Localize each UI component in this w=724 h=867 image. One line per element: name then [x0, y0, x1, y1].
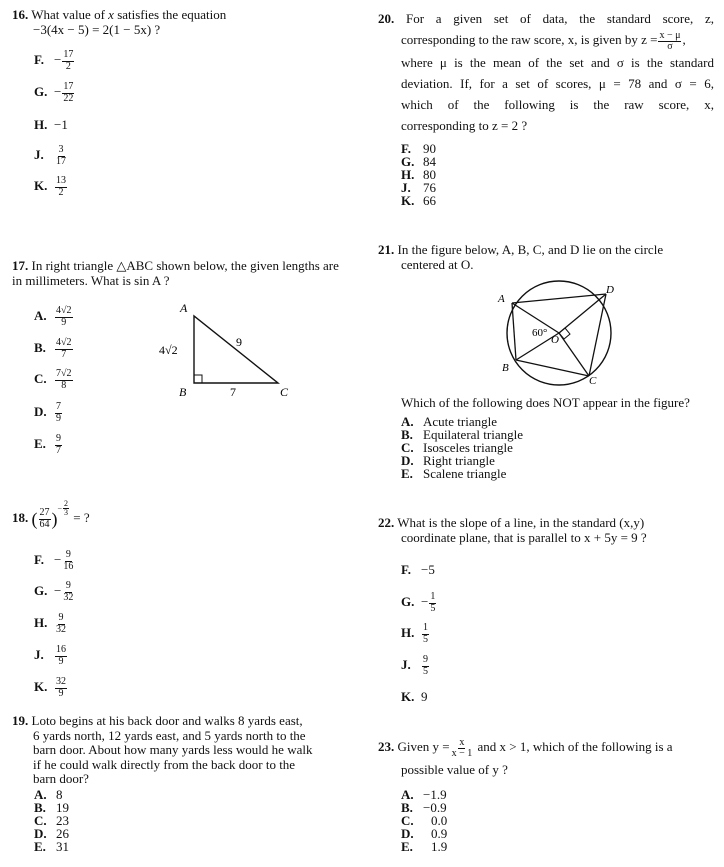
formula-numerator: x [459, 736, 465, 748]
question-number: 16. [12, 7, 29, 22]
option-label: J. [34, 646, 44, 662]
question-18 [12, 499, 90, 530]
question-number: 19. [12, 713, 29, 728]
formula-numerator: x − μ [659, 29, 681, 41]
option-denominator: 9 [61, 316, 67, 328]
right-angle-mark [559, 328, 570, 339]
option-denominator: 16 [63, 560, 74, 572]
option-denominator: 9 [58, 687, 64, 699]
point-d-label: D [606, 284, 614, 296]
option-denominator: 7 [61, 348, 67, 360]
q16-option-g[interactable] [34, 82, 75, 104]
option-label: J. [34, 146, 44, 162]
question-line: corresponding to z = 2 ? [401, 117, 528, 133]
point-c-label: C [589, 375, 597, 387]
question-line: where μ is the mean of the set and σ is the standard [401, 54, 714, 70]
q18-option-h[interactable] [34, 613, 68, 635]
question-line: centered at O. [401, 256, 474, 272]
option-denominator: 9 [58, 655, 64, 667]
vertex-b-label: B [179, 385, 187, 399]
question-line: barn door? [33, 771, 89, 787]
exponent-sign: − [57, 503, 63, 513]
option-label: F. [401, 562, 411, 577]
option-numerator: 3 [58, 144, 64, 155]
q16-option-k[interactable] [34, 176, 68, 198]
question-line: What is the slope of a line, in the standard (x,y) [397, 515, 645, 530]
option-label: D. [34, 403, 47, 419]
option-text: Acute triangle [423, 414, 497, 429]
option-numerator: 4√2 [56, 337, 72, 348]
option-label: A. [34, 787, 47, 802]
option-sign: − [54, 582, 62, 598]
base-numerator: 27 [39, 507, 50, 519]
question-17 [12, 259, 348, 288]
angle-label: 60° [532, 327, 548, 339]
question-line: corresponding to the raw score, x, is given by z = [401, 32, 658, 47]
side-bc-label: 7 [230, 385, 236, 399]
center-o-label: O [551, 334, 559, 346]
question-variable: x [108, 7, 114, 22]
option-text: 8 [56, 787, 63, 802]
q23-option-e[interactable] [401, 840, 447, 853]
option-sign: − [54, 51, 62, 67]
option-text: 66 [423, 193, 436, 208]
q21-option-e[interactable] [401, 467, 523, 480]
right-angle-mark [194, 375, 202, 383]
option-numerator: 1 [423, 622, 428, 633]
question-pre: Given y = [397, 739, 450, 754]
option-text: 23 [56, 813, 69, 828]
question-number: 21. [378, 242, 395, 257]
question-equation: −3(4x − 5) = 2(1 − 5x) ? [33, 21, 161, 37]
option-text: Isosceles triangle [423, 440, 513, 455]
option-label: A. [401, 787, 414, 802]
option-denominator: 7 [56, 444, 61, 456]
question-line: 6 yards north, 12 yards east, and 5 yards north to the [33, 727, 306, 743]
question-line: which of the following is the raw score, x, [401, 96, 714, 112]
option-text: −0.9 [423, 800, 447, 815]
side-ab-label: 4√2 [159, 343, 178, 357]
q20-options [401, 142, 436, 207]
option-text: Scalene triangle [423, 466, 507, 481]
option-label: E. [34, 839, 46, 854]
option-label: H. [34, 614, 48, 630]
option-numerator: 7 [56, 401, 61, 412]
option-text: −1 [54, 117, 68, 132]
question-number: 17. [12, 258, 29, 273]
option-label: B. [34, 800, 46, 815]
q19-option-e[interactable] [34, 840, 69, 853]
option-label: H. [401, 167, 415, 182]
option-denominator: 17 [56, 155, 66, 167]
option-denominator: 5 [423, 633, 428, 645]
question-19 [12, 714, 348, 787]
option-label: B. [34, 339, 46, 355]
q17-option-e[interactable] [34, 434, 63, 456]
chord-ad [512, 294, 606, 303]
option-text: 80 [423, 167, 436, 182]
option-label: J. [401, 656, 411, 672]
question-line: possible value of y ? [401, 761, 508, 777]
option-label: G. [401, 593, 415, 609]
q22-option-j[interactable] [401, 655, 430, 677]
option-denominator: 5 [430, 602, 436, 614]
question-number: 23. [378, 739, 395, 754]
question-line: coordinate plane, that is parallel to x + 5y = 9 ? [401, 529, 647, 545]
option-label: G. [401, 154, 415, 169]
option-label: D. [34, 826, 47, 841]
option-label: G. [34, 83, 48, 99]
question-stem-cont: satisfies the equation [117, 7, 227, 22]
option-label: C. [34, 813, 47, 828]
q17-option-d[interactable] [34, 402, 63, 424]
q17-option-c[interactable] [34, 369, 74, 391]
exponent-denominator: 3 [64, 508, 69, 518]
option-denominator: 9 [56, 412, 61, 424]
question-23 [378, 736, 714, 781]
option-numerator: 7√2 [56, 368, 72, 379]
q22-option-h[interactable] [401, 623, 430, 645]
question-16 [12, 8, 352, 37]
option-label: E. [34, 435, 46, 451]
q22-option-g[interactable] [401, 592, 437, 614]
question-22 [378, 516, 714, 545]
close-paren: ) [51, 509, 58, 529]
option-numerator: 17 [63, 81, 74, 92]
option-denominator: 2 [65, 60, 71, 72]
option-text: −5 [421, 562, 435, 577]
vertex-a-label: A [180, 301, 188, 315]
base-denominator: 64 [39, 518, 50, 530]
option-text: 31 [56, 839, 69, 854]
option-label: J. [401, 180, 411, 195]
formula-denominator: σ [667, 40, 673, 52]
question-stem: What value of [31, 7, 105, 22]
option-label: K. [401, 689, 415, 704]
option-label: C. [401, 813, 414, 828]
option-numerator: 13 [56, 175, 66, 186]
option-denominator: 22 [63, 92, 74, 104]
option-label: B. [401, 800, 413, 815]
question-line: deviation. If, for a set of scores, μ = 78 and σ = 6, [401, 75, 714, 91]
q22-option-f[interactable] [401, 563, 435, 578]
option-text: 0.9 [431, 826, 448, 841]
option-label: G. [34, 582, 48, 598]
q19-options [34, 788, 69, 853]
circle-figure [494, 280, 630, 390]
question-number: 20. [378, 11, 395, 26]
question-number: 18. [12, 510, 29, 526]
option-numerator: 17 [63, 49, 74, 60]
option-label: A. [401, 414, 414, 429]
option-label: F. [34, 51, 44, 67]
q16-option-h[interactable] [34, 118, 68, 133]
open-paren: ( [31, 509, 38, 529]
option-label: C. [401, 440, 414, 455]
option-text: Right triangle [423, 453, 495, 468]
question-number: 22. [378, 515, 395, 530]
question-tail: = ? [73, 510, 90, 526]
option-label: A. [34, 307, 47, 323]
chord-ab [512, 303, 516, 360]
option-numerator: 9 [58, 612, 64, 623]
q22-option-k[interactable] [401, 690, 428, 705]
option-text: −1.9 [423, 787, 447, 802]
question-20: 20. For a given set of data, the standard score, z, corresponding to the raw score, x, is given by z = $\frac{x - \mu}{\sigma}$ , where μ is the mean of the set and σ is the standard deviation. If, for a set of scores, μ = 78 and σ = 6, which of the following is the raw score, x, corresponding to z = 2 ? [378, 8, 714, 136]
option-text: 1.9 [431, 839, 448, 854]
option-denominator: 8 [61, 379, 67, 391]
option-denominator: 5 [423, 665, 428, 677]
option-text: 0.0 [431, 813, 448, 828]
option-numerator: 32 [56, 676, 66, 687]
point-a-label: A [498, 293, 505, 305]
option-sign: − [421, 593, 429, 609]
option-numerator: 9 [65, 549, 71, 560]
option-numerator: 9 [423, 654, 428, 665]
option-label: H. [401, 624, 415, 640]
option-label: H. [34, 117, 48, 132]
option-label: K. [34, 177, 48, 193]
question-line: For a given set of data, the standard score, z, [405, 11, 714, 26]
right-triangle-figure [150, 298, 300, 402]
triangle-abc [194, 316, 278, 383]
option-label: D. [401, 826, 414, 841]
option-denominator: 32 [56, 623, 66, 635]
option-label: F. [401, 141, 411, 156]
question-21-prompt: Which of the following does NOT appear in the figure? [401, 395, 690, 410]
option-text: 9 [421, 689, 428, 704]
option-label: K. [401, 193, 415, 208]
question-line: if he could walk directly from the back door to the [33, 756, 296, 772]
question-line: In the figure below, A, B, C, and D lie on the circle [397, 242, 664, 257]
option-denominator: 2 [58, 186, 64, 198]
vertex-c-label: C [280, 385, 289, 399]
q21-options [401, 415, 523, 480]
option-label: E. [401, 466, 413, 481]
radius-oc [559, 333, 589, 376]
q23-options [401, 788, 447, 853]
q17-option-b[interactable] [34, 338, 74, 360]
option-text: 84 [423, 154, 436, 169]
q18-option-j[interactable] [34, 645, 68, 667]
option-sign: − [54, 83, 62, 99]
option-text: 26 [56, 826, 69, 841]
option-numerator: 9 [56, 433, 61, 444]
question-stem: In right triangle △ABC shown below, the given lengths are in millimeters. What is sin A ? [12, 258, 339, 288]
q18-option-k[interactable] [34, 677, 68, 699]
exponent-numerator: 2 [64, 499, 69, 508]
q18-option-f[interactable] [34, 550, 75, 572]
option-denominator: 32 [63, 591, 74, 603]
option-label: C. [34, 370, 47, 386]
q16-option-f[interactable] [34, 50, 75, 72]
option-label: K. [34, 678, 48, 694]
option-numerator: 16 [56, 644, 66, 655]
question-line: barn door. About how many yards less would he walk [33, 742, 313, 758]
formula-denominator: x − 1 [451, 747, 473, 759]
option-numerator: 1 [430, 591, 436, 602]
option-sign: − [54, 551, 62, 567]
question-line: Loto begins at his back door and walks 8 yards east, [31, 713, 303, 728]
question-21 [378, 243, 714, 272]
option-label: D. [401, 453, 414, 468]
q18-option-g[interactable] [34, 581, 75, 603]
option-numerator: 9 [65, 580, 71, 591]
option-numerator: 4√2 [56, 305, 72, 316]
option-text: 76 [423, 180, 436, 195]
q17-option-a[interactable] [34, 306, 74, 328]
option-label: B. [401, 427, 413, 442]
point-b-label: B [502, 362, 509, 374]
option-label: E. [401, 839, 413, 854]
q16-option-j[interactable] [34, 145, 68, 167]
option-text: 19 [56, 800, 69, 815]
option-label: F. [34, 551, 44, 567]
option-text: 90 [423, 141, 436, 156]
side-ac-label: 9 [236, 335, 242, 349]
q20-option-k[interactable] [401, 194, 436, 207]
option-text: Equilateral triangle [423, 427, 523, 442]
question-post: and x > 1, which of the following is a [477, 739, 673, 754]
